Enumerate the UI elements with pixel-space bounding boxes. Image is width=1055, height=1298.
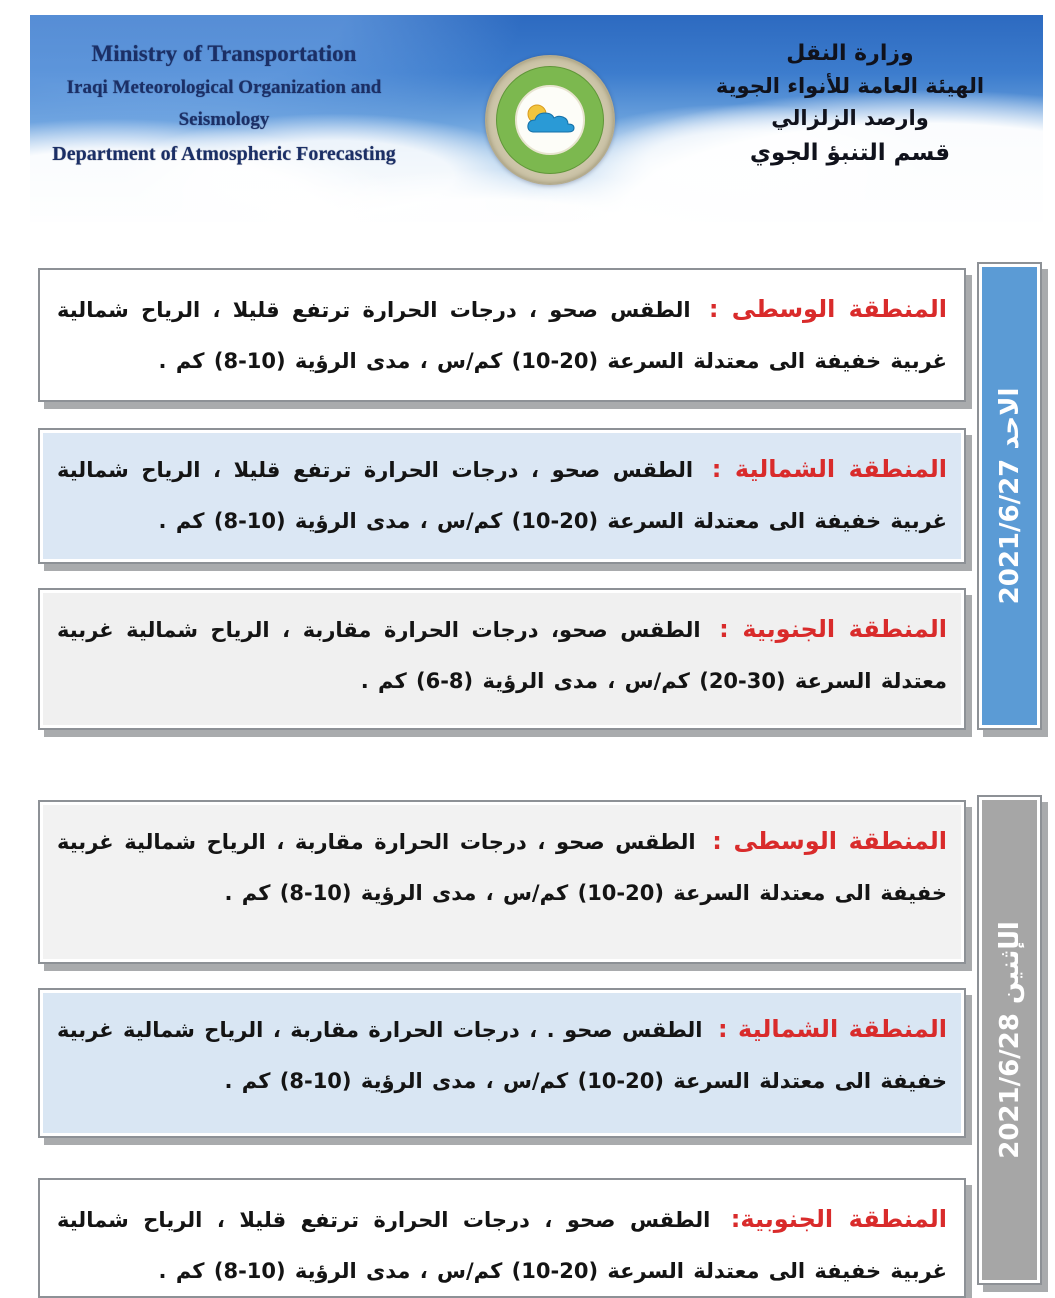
seal-center [515, 85, 585, 155]
forecast-box-southern-sunday [38, 588, 966, 730]
date-strip-monday [977, 795, 1042, 1285]
region-title: المنطقة الوسطى : [712, 827, 948, 855]
ministry-title-en: Ministry of Transportation [91, 41, 357, 66]
forecast-box-northern-sunday [38, 428, 966, 564]
sun-cloud-icon [523, 102, 577, 138]
department-title-en: Department of Atmospheric Forecasting [52, 143, 396, 166]
forecast-text: الطقس صحو ، درجات الحرارة ترتفع قليلا ، الرياح شمالية غربية خفيفة الى معتدلة السرعة (20-10) كم/س ، مدى الرؤية (10-8) كم . [57, 458, 947, 534]
forecast-text: الطقس صحو ، درجات الحرارة ترتفع قليلا ، الرياح شمالية غربية خفيفة الى معتدلة السرعة (20-10) كم/س ، مدى الرؤية (10-8) كم . [57, 298, 947, 374]
date-strip-sunday [977, 262, 1042, 730]
region-title: المنطقة الشمالية : [717, 1015, 947, 1043]
forecast-box-southern-monday [38, 1178, 966, 1298]
forecast-text: الطقس صحو، درجات الحرارة مقاربة ، الرياح شمالية غربية معتدلة السرعة (30-20) كم/س ، مدى الرؤية (8-6) كم . [57, 618, 947, 694]
organization-title-ar: الهيئة العامة للأنواء الجوية وارصد الزلزالي [715, 73, 985, 131]
seal-green-ring [496, 66, 604, 174]
organization-title-en: Iraqi Meteorological Organization and Seismology [66, 76, 382, 130]
forecast-text: الطقس صحو ، درجات الحرارة ترتفع قليلا ، الرياح شمالية غربية خفيفة الى معتدلة السرعة (20-10) كم/س ، مدى الرؤية (10-8) كم . [57, 1208, 947, 1284]
forecast-box-central-sunday [38, 268, 966, 402]
arabic-org-titles [685, 39, 1015, 172]
english-org-titles [38, 37, 410, 172]
region-title: المنطقة الشمالية : [711, 455, 948, 483]
department-title-ar: قسم التنبؤ الجوي [749, 139, 951, 166]
org-seal-logo [485, 55, 615, 185]
forecast-box-central-monday [38, 800, 966, 964]
date-label-monday: الإثنين 2021/6/28 [994, 921, 1025, 1159]
region-title: المنطقة الجنوبية: [730, 1205, 948, 1233]
region-title: المنطقة الجنوبية : [719, 615, 947, 643]
ministry-title-ar: وزارة النقل [786, 41, 914, 66]
header-banner [30, 15, 1043, 222]
forecast-text: الطقس صحو ، درجات الحرارة مقاربة ، الرياح شمالية غربية خفيفة الى معتدلة السرعة (20-10) كم/س ، مدى الرؤية (10-8) كم . [57, 830, 947, 906]
date-label-sunday: الاحد 2021/6/27 [994, 387, 1025, 605]
forecast-box-northern-monday [38, 988, 966, 1138]
region-title: المنطقة الوسطى : [708, 295, 948, 323]
forecast-text: الطقس صحو . ، درجات الحرارة مقاربة ، الرياح شمالية غربية خفيفة الى معتدلة السرعة (20-10) كم/س ، مدى الرؤية (10-8) كم . [57, 1018, 947, 1094]
